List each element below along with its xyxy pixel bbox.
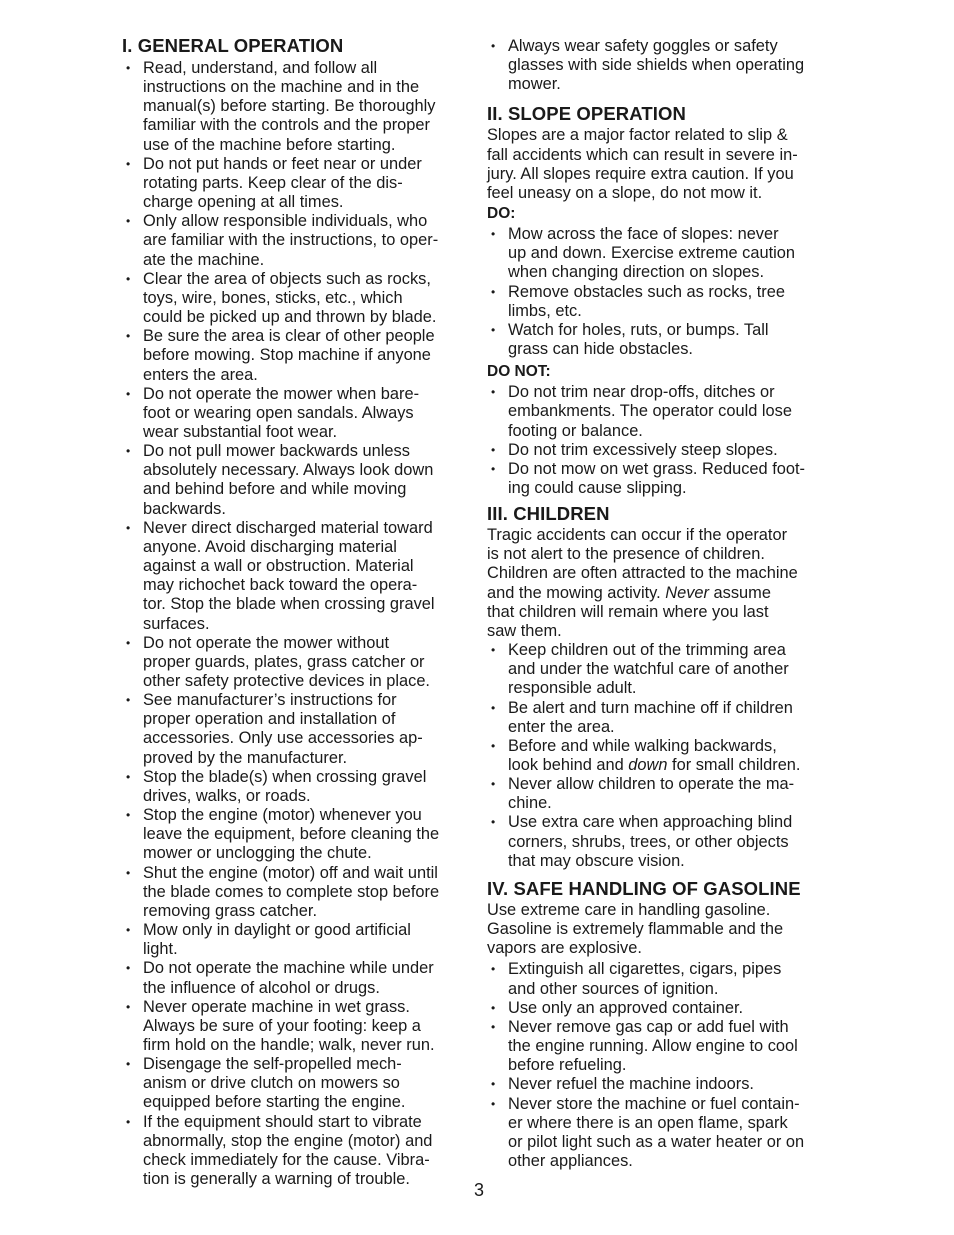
list-item-line: mower.	[508, 75, 561, 94]
do-not-label: DO NOT:	[487, 363, 551, 381]
page-number: 3	[474, 1180, 485, 1200]
list-item-line: Do not operate the mower when bare-	[143, 384, 420, 403]
children-intro-line	[487, 584, 837, 603]
children-intro-text: assume	[709, 583, 771, 602]
list-item-line: Before and while walking backwards,	[508, 736, 777, 755]
list-item	[487, 225, 837, 282]
children-intro-line: is not alert to the presence of children.	[487, 545, 765, 564]
list-item-line: check immediately for the cause. Vibra-	[143, 1150, 430, 1169]
bullet-icon: •	[126, 61, 131, 75]
list-item	[487, 383, 837, 440]
list-item-line: may richochet back toward the opera-	[143, 576, 418, 595]
paragraph-line: vapors are explosive.	[487, 939, 642, 958]
list-item-line: proper operation and installation of	[143, 710, 396, 729]
bullet-icon: •	[491, 1096, 496, 1111]
slope-do-not-list	[487, 383, 837, 498]
list-item-line: Do not operate the machine while under	[143, 959, 434, 978]
bullet-icon: •	[126, 961, 131, 976]
list-item-line: abnormally, stop the engine (motor) and	[143, 1131, 433, 1150]
list-item	[487, 699, 837, 737]
list-item-line: familiar with the controls and the proper	[143, 116, 430, 135]
bullet-icon: •	[126, 769, 131, 784]
slope-do-list	[487, 225, 837, 359]
section-heading-general-operation: I. GENERAL OPERATION	[122, 35, 344, 56]
list-item-line: Be alert and turn machine off if children	[508, 698, 793, 717]
list-item-line: other safety protective devices in place.	[143, 672, 430, 690]
list-item-line: mower or unclogging the chute.	[143, 844, 372, 863]
list-item-line: Do not trim excessively steep slopes.	[508, 440, 778, 459]
list-item	[122, 385, 472, 442]
list-item-line: Do not put hands or feet near or under	[143, 154, 422, 173]
list-item-line: proper guards, plates, grass catcher or	[143, 652, 425, 671]
bullet-icon: •	[126, 635, 131, 650]
list-item-line: ate the machine.	[143, 250, 265, 269]
list-item-line: er where there is an open flame, spark	[508, 1113, 788, 1132]
list-item-line: footing or balance.	[508, 421, 643, 440]
list-item-line: Stop the engine (motor) whenever you	[143, 806, 422, 825]
list-item	[487, 37, 837, 94]
list-item-line: tion is generally a warning of trouble.	[143, 1170, 410, 1189]
list-item-line: the engine running. Allow engine to cool	[508, 1037, 798, 1056]
children-intro	[487, 526, 837, 641]
list-item-line: the influence of alcohol or drugs.	[143, 978, 380, 997]
list-item-line: Only allow responsible individuals, who	[143, 212, 428, 231]
general-operation-list	[122, 59, 472, 1189]
list-item-line: Always be sure of your footing: keep a	[143, 1016, 421, 1035]
slope-intro	[487, 126, 837, 203]
list-item-line: foot or wearing open sandals. Always	[143, 403, 414, 422]
list-item-line: responsible adult.	[508, 679, 637, 698]
list-item	[487, 283, 837, 321]
list-item-line: absolutely necessary. Always look down	[143, 461, 434, 480]
list-item	[122, 634, 472, 691]
list-item	[122, 327, 472, 384]
bullet-icon: •	[491, 1077, 496, 1092]
general-operation-list-continued	[487, 37, 837, 94]
list-item-line: Never direct discharged material toward	[143, 518, 433, 537]
list-item	[122, 212, 472, 269]
bullet-icon: •	[491, 777, 496, 792]
list-item	[122, 768, 472, 806]
list-item	[487, 813, 837, 870]
bullet-icon: •	[491, 962, 496, 977]
section-heading-safe-handling-of-gasoline: IV. SAFE HANDLING OF GASOLINE	[487, 877, 801, 899]
do-label: DO:	[487, 205, 516, 223]
list-item-line: up and down. Exercise extreme caution	[508, 244, 795, 263]
children-intro-line: Tragic accidents can occur if the operator	[487, 526, 788, 545]
paragraph-line: feel uneasy on a slope, do not mow it.	[487, 183, 763, 202]
bullet-icon: •	[126, 693, 131, 708]
list-item	[487, 441, 837, 460]
list-item-line: Keep children out of the trimming area	[508, 641, 786, 660]
list-item-line: Clear the area of objects such as rocks,	[143, 269, 431, 288]
list-item-line: and other sources of ignition.	[508, 979, 719, 998]
list-item-line: that may obscure vision.	[508, 851, 685, 870]
bullet-icon: •	[126, 386, 131, 401]
list-item-line: backwards.	[143, 499, 226, 518]
list-item-line: wear substantial foot wear.	[143, 422, 338, 441]
bullet-icon: •	[126, 156, 131, 171]
list-item-line: Do not mow on wet grass. Reduced foot-	[508, 459, 806, 478]
list-item	[122, 998, 472, 1055]
list-item-line: equipped before starting the engine.	[143, 1093, 406, 1112]
list-item-line: Do not trim near drop-offs, ditches or	[508, 383, 775, 402]
bullet-icon: •	[126, 1057, 131, 1072]
list-item-line: when changing direction on slopes.	[508, 263, 765, 282]
list-item-line: Disengage the self-propelled mech-	[143, 1055, 402, 1074]
bullet-icon: •	[126, 808, 131, 823]
emphasis-down: down	[628, 756, 668, 774]
bullet-icon: •	[126, 520, 131, 535]
list-item-line: Mow across the face of slopes: never	[508, 225, 779, 244]
list-item-line: surfaces.	[143, 614, 210, 633]
bullet-icon: •	[126, 999, 131, 1014]
gasoline-intro	[487, 901, 837, 958]
list-item-line: or pilot light such as a water heater or on	[508, 1132, 805, 1151]
list-item-line: removing grass catcher.	[143, 901, 317, 920]
gasoline-list	[487, 960, 837, 1171]
list-item-line: Never store the machine or fuel contain-	[508, 1094, 800, 1113]
list-item-line: charge opening at all times.	[143, 193, 344, 212]
section-heading-slope-operation: II. SLOPE OPERATION	[487, 103, 686, 125]
list-item-line: light.	[143, 940, 178, 959]
bullet-icon: •	[126, 923, 131, 938]
list-item-text: look behind and	[508, 756, 629, 774]
list-item-line: anism or drive clutch on mowers so	[143, 1074, 400, 1093]
list-item	[487, 1075, 837, 1094]
list-item-line: enter the area.	[508, 717, 615, 736]
bullet-icon: •	[491, 385, 496, 400]
bullet-icon: •	[126, 1114, 131, 1129]
bullet-icon: •	[491, 1019, 496, 1034]
list-item-line: drives, walks, or roads.	[143, 786, 311, 805]
list-item-line: chine.	[508, 794, 552, 813]
bullet-icon: •	[491, 284, 496, 299]
list-item-line: toys, wire, bones, sticks, etc., which	[143, 288, 403, 307]
list-item	[122, 270, 472, 327]
list-item-line: leave the equipment, before cleaning the	[143, 825, 440, 844]
list-item	[122, 1055, 472, 1112]
list-item-line: before refueling.	[508, 1056, 627, 1075]
list-item-line: limbs, etc.	[508, 301, 582, 320]
list-item-line: grass can hide obstacles.	[508, 340, 693, 359]
list-item-line: Read, understand, and follow all	[143, 59, 378, 77]
list-item-line: Use only an approved container.	[508, 998, 744, 1017]
bullet-icon: •	[126, 214, 131, 229]
bullet-icon: •	[126, 865, 131, 880]
paragraph-line: Slopes are a major factor related to slip &	[487, 126, 788, 145]
list-item-line: ing could cause slipping.	[508, 478, 687, 497]
list-item	[122, 59, 472, 155]
list-item-line: enters the area.	[143, 365, 258, 384]
list-item-line: other appliances.	[508, 1151, 633, 1170]
emphasis-never: Never	[665, 583, 709, 602]
list-item-line: glasses with side shields when operating	[508, 56, 805, 75]
left-column	[122, 36, 472, 1189]
bullet-icon: •	[126, 271, 131, 286]
list-item-line: Do not pull mower backwards unless	[143, 442, 410, 461]
right-column	[487, 37, 837, 1171]
list-item	[122, 519, 472, 634]
children-intro-line: that children will remain where you last	[487, 602, 769, 621]
list-item-line: proved by the manufacturer.	[143, 748, 348, 767]
list-item	[122, 1113, 472, 1190]
bullet-icon: •	[126, 329, 131, 344]
list-item	[122, 155, 472, 212]
list-item-line: corners, shrubs, trees, or other objects	[508, 832, 789, 851]
list-item-line: could be picked up and thrown by blade.	[143, 308, 437, 327]
list-item-line: instructions on the machine and in the	[143, 78, 420, 97]
list-item-line: Never operate machine in wet grass.	[143, 997, 410, 1016]
list-item-line: Shut the engine (motor) off and wait until	[143, 863, 438, 882]
paragraph-line: Use extreme care in handling gasoline.	[487, 900, 771, 919]
list-item	[487, 775, 837, 813]
list-item-line: manual(s) before starting. Be thoroughly	[143, 97, 436, 116]
bullet-icon: •	[491, 1000, 496, 1015]
list-item	[487, 737, 837, 775]
list-item-line: anyone. Avoid discharging material	[143, 537, 397, 556]
list-item	[487, 641, 837, 698]
children-list	[487, 641, 837, 775]
list-item-line: Watch for holes, ruts, or bumps. Tall	[508, 320, 769, 339]
list-item-line: Be sure the area is clear of other people	[143, 327, 435, 346]
list-item-line: Remove obstacles such as rocks, tree	[508, 282, 785, 301]
list-item	[122, 959, 472, 997]
bullet-icon: •	[491, 738, 496, 753]
list-item-line: and behind before and while moving	[143, 480, 407, 499]
paragraph-line: jury. All slopes require extra caution. If you	[487, 164, 794, 183]
bullet-icon: •	[491, 442, 496, 457]
list-item-line: See manufacturer’s instructions for	[143, 691, 397, 710]
list-item-line: Use extra care when approaching blind	[508, 813, 793, 832]
list-item-line: Never refuel the machine indoors.	[508, 1075, 754, 1094]
list-item-line	[508, 756, 837, 775]
list-item-line: Never remove gas cap or add fuel with	[508, 1017, 789, 1036]
list-item-line: embankments. The operator could lose	[508, 402, 792, 421]
bullet-icon: •	[491, 643, 496, 658]
list-item-line: before mowing. Stop machine if anyone	[143, 346, 431, 365]
list-item-line: against a wall or obstruction. Material	[143, 557, 414, 576]
bullet-icon: •	[491, 815, 496, 830]
list-item-line: Extinguish all cigarettes, cigars, pipes	[508, 960, 782, 979]
list-item-line: tor. Stop the blade when crossing gravel	[143, 595, 435, 614]
list-item	[487, 999, 837, 1018]
list-item	[487, 1018, 837, 1075]
children-intro-line: Children are often attracted to the machine	[487, 564, 798, 583]
list-item	[487, 321, 837, 359]
bullet-icon: •	[126, 444, 131, 459]
list-item-line: the blade comes to complete stop before	[143, 882, 440, 901]
bullet-icon: •	[491, 700, 496, 715]
list-item-line: Stop the blade(s) when crossing gravel	[143, 767, 427, 786]
list-item-line: firm hold on the handle; walk, never run.	[143, 1035, 435, 1054]
list-item-line: If the equipment should start to vibrate	[143, 1112, 422, 1131]
list-item-line: accessories. Only use accessories ap-	[143, 729, 423, 748]
bullet-icon: •	[491, 227, 496, 242]
bullet-icon: •	[491, 461, 496, 476]
list-item	[122, 806, 472, 863]
list-item	[487, 960, 837, 998]
list-item-line: are familiar with the instructions, to oper-	[143, 231, 439, 250]
bullet-icon: •	[491, 322, 496, 337]
paragraph-line: fall accidents which can result in severe in-	[487, 145, 798, 164]
list-item	[487, 460, 837, 498]
list-item	[122, 691, 472, 768]
list-item-line: Always wear safety goggles or safety	[508, 37, 778, 55]
list-item-line: Do not operate the mower without	[143, 633, 389, 652]
list-item-line: Never allow children to operate the ma-	[508, 775, 795, 794]
list-item-line: rotating parts. Keep clear of the dis-	[143, 173, 403, 192]
bullet-icon: •	[491, 39, 496, 53]
section-heading-children: III. CHILDREN	[487, 503, 610, 525]
list-item-text: for small children.	[667, 756, 801, 774]
children-list-continued	[487, 775, 837, 871]
list-item	[487, 1095, 837, 1172]
list-item	[122, 442, 472, 519]
list-item	[122, 864, 472, 921]
list-item	[122, 921, 472, 959]
list-item-line: Mow only in daylight or good artificial	[143, 921, 411, 940]
paragraph-line: Gasoline is extremely flammable and the	[487, 920, 784, 939]
list-item-line: and under the watchful care of another	[508, 660, 789, 679]
list-item-line: use of the machine before starting.	[143, 135, 396, 154]
children-intro-line: saw them.	[487, 621, 562, 640]
children-intro-text: and the mowing activity.	[487, 583, 666, 602]
